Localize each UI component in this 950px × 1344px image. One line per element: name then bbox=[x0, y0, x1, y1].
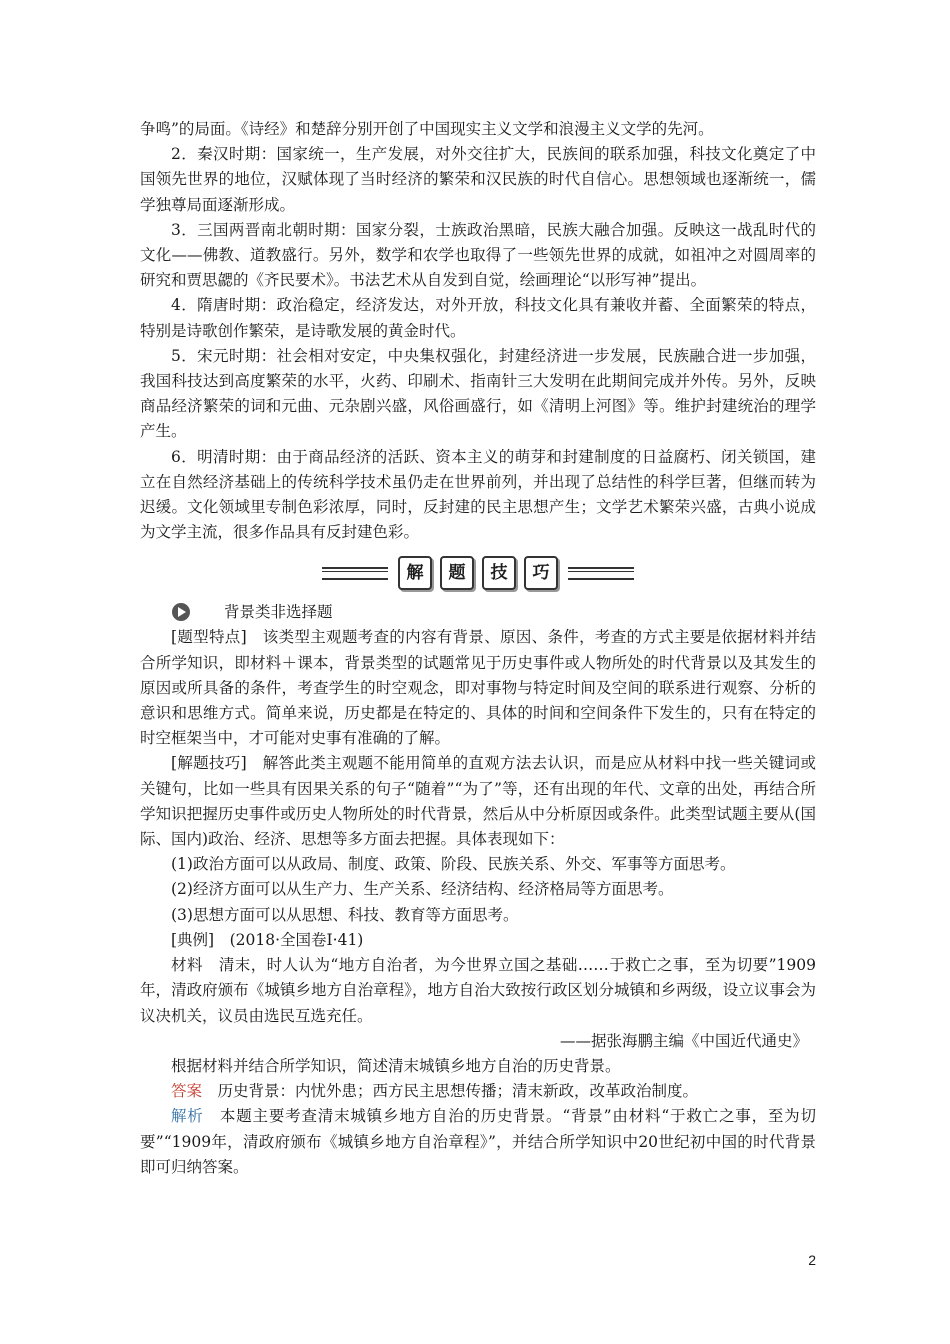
section-heading bbox=[140, 599, 816, 625]
document-body bbox=[140, 117, 816, 1180]
paragraph-sui-tang: 4．隋唐时期：政治稳定，经济发达，对外开放，科技文化具有兼收并蓄、全面繁荣的特点，特别是诗歌创作繁荣，是诗歌发展的黄金时代。 bbox=[140, 296, 816, 340]
example-citation: ——据张海鹏主编《中国近代通史》 bbox=[559, 1031, 808, 1050]
banner-title bbox=[398, 556, 558, 590]
point-thought: (3)思想方面可以从思想、科技、教育等方面思考。 bbox=[171, 905, 519, 924]
example-material: 材料 清末，时人认为“地方自治者，为今世界立国之基础……于救亡之事，至为切要”1909年，清政府颁布《城镇乡地方自治章程》，地方自治大致按行政区划分城镇和乡两级，设立议事会为议决机关，议员由选民互选充任。 bbox=[140, 956, 816, 1025]
paragraph-three-kingdoms: 3．三国两晋南北朝时期：国家分裂，士族政治黑暗，民族大融合加强。反映这一战乱时代的文化——佛教、道教盛行。另外，数学和农学也取得了一些领先世界的成就，如祖冲之对圆周率的研究和贾思勰的《齐民要术》。书法艺术从自发到自觉，绘画理论“以形写神”提出。 bbox=[140, 220, 816, 290]
skills-label: [解题技巧] bbox=[171, 754, 247, 773]
banner-char: 巧 bbox=[524, 556, 558, 590]
paragraph-continuation: 争鸣”的局面。《诗经》和楚辞分别开创了中国现实主义文学和浪漫主义文学的先河。 bbox=[140, 120, 714, 138]
banner-char: 题 bbox=[440, 556, 474, 590]
banner-char: 技 bbox=[482, 556, 516, 590]
skills-text: 解答此类主观题不能用简单的直观方法去认识，而是应从材料中找一些关键词或关键句，比如一些具有因果关系的句子“随着”“为了”等，还有出现的年代、文章的出处，再结合所学知识把握历史事件或历史人物所处的时代背景，然后从中分析原因或条件。此类型试题主要从(国际、国内)政治、经济、思想等多方面去把握。具体表现如下： bbox=[140, 754, 816, 849]
example-label: [典例] bbox=[171, 930, 215, 949]
analysis-text: 本题主要考查清末城镇乡地方自治的历史背景。“背景”由材料“于救亡之事，至为切要”“1909年，清政府颁布《城镇乡地方自治章程》”，并结合所学知识中20世纪初中国的时代背景即可归纳答案。 bbox=[140, 1107, 816, 1176]
example-question: 根据材料并结合所学知识，简述清末城镇乡地方自治的历史背景。 bbox=[171, 1056, 621, 1075]
answer-text: 历史背景：内忧外患；西方民主思想传播；清末新政，改革政治制度。 bbox=[202, 1082, 699, 1101]
banner-left-rule bbox=[322, 567, 388, 580]
paragraph-ming-qing: 6．明清时期：由于商品经济的活跃、资本主义的萌芽和封建制度的日益腐朽、闭关锁国，建立在自然经济基础上的传统科学技术虽仍走在世界前列，并出现了总结性的科学巨著，但继而转为迟缓。文化领域里专制色彩浓厚，同时，反封建的民主思想产生；文学艺术繁荣兴盛，古典小说成为文学主流，很多作品具有反封建色彩。 bbox=[140, 447, 816, 542]
point-politics: (1)政治方面可以从政局、制度、政策、阶段、民族关系、外交、军事等方面思考。 bbox=[171, 855, 736, 874]
example-source: (2018·全国卷Ⅰ·41) bbox=[214, 930, 364, 949]
page-number: 2 bbox=[808, 1252, 816, 1268]
analysis-label: 解析 bbox=[171, 1107, 204, 1126]
paragraph-song-yuan: 5．宋元时期：社会相对安定，中央集权强化，封建经济进一步发展，民族融合进一步加强，我国科技达到高度繁荣的水平，火药、印刷术、指南针三大发明在此期间完成并外传。另外，反映商品经济繁荣的词和元曲、元杂剧兴盛，风俗画盛行，如《清明上河图》等。维护封建统治的理学产生。 bbox=[140, 346, 816, 441]
answer-label: 答案 bbox=[171, 1082, 203, 1101]
paragraph-qin-han: 2．秦汉时期：国家统一，生产发展，对外交往扩大，民族间的联系加强，科技文化奠定了中国领先世界的地位，汉赋体现了当时经济的繁荣和汉民族的时代自信心。思想领域也逐渐统一，儒学独尊局面逐渐形成。 bbox=[140, 145, 816, 214]
features-text: 该类型主观题考查的内容有背景、原因、条件，考查的方式主要是依据材料并结合所学知识，即材料＋课本，背景类型的试题常见于历史事件或人物所处的时代背景以及其发生的原因或所具备的条件，考查学生的时空观念，即对事物与特定时间及空间的联系进行观察、分析的意识和思维方式。简单来说，历史都是在特定的、具体的时间和空间条件下发生的，只有在特定的时空框架当中，才可能对史事有准确的了解。 bbox=[140, 628, 816, 748]
paragraph-skills bbox=[140, 751, 816, 852]
example-heading bbox=[140, 928, 816, 953]
section-banner bbox=[140, 547, 816, 599]
arrow-right-icon bbox=[172, 603, 190, 621]
features-label: [题型特点] bbox=[171, 628, 247, 647]
point-economy: (2)经济方面可以从生产力、生产关系、经济结构、经济格局等方面思考。 bbox=[171, 880, 674, 899]
paragraph-features bbox=[140, 625, 816, 751]
banner-char: 解 bbox=[398, 556, 432, 590]
answer-paragraph bbox=[140, 1079, 816, 1104]
section-title: 背景类非选择题 bbox=[224, 602, 333, 621]
banner-right-rule bbox=[568, 567, 634, 580]
analysis-paragraph bbox=[140, 1104, 816, 1180]
